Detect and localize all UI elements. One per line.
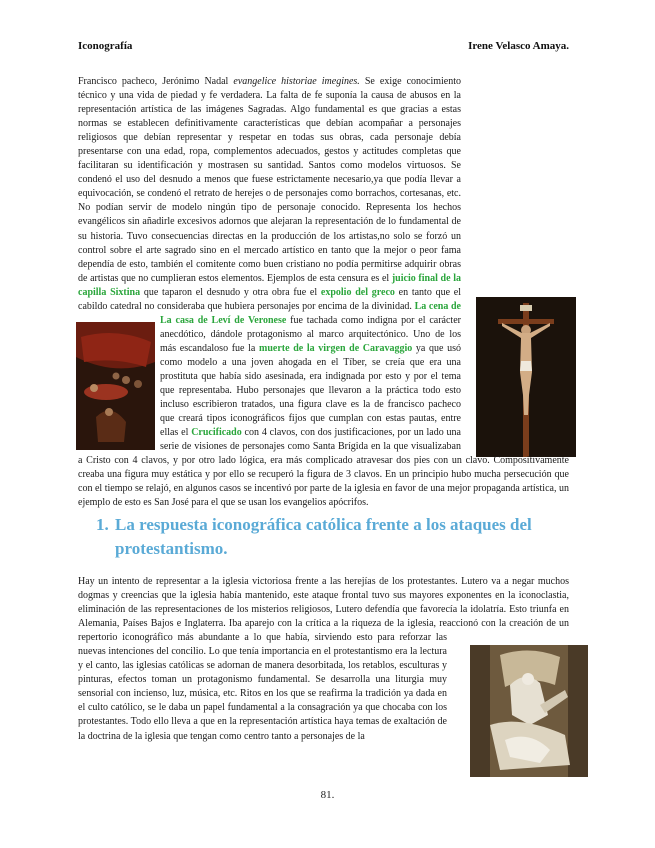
link-expolio: expolio del greco	[320, 286, 395, 298]
link-crucificado: Crucificado	[191, 427, 242, 439]
section-2-paragraph: Hay un intento de representar a la iglesia victoriosa frente a las herejías de los protestantes. Lutero va a negar muchos dogmas y creencias que la iglesia había mantenido, este ataque frontal tuvo sus mayores exponentes en la iconoclastia, eliminación de las representaciones de los misterios religiosos, Lutero defendía que favorecía la idolatría. Esto triunfa en Alemania, Países Bajos e Inglaterra. Iba aparejo con la crítica a la riqueza de la iglesia, reaccionó con la creación de un repertorio iconográfico más abundante a lo que había, sirviendo esto para reforzar las nuevas intenciones del concilio. Lo que tenía importancia en el protestantismo era la lectura y el canto, las iglesias católicas se adornan de manera desorbitada, los retablos, esculturas y pinturas, efectos toman un protagonismo fundamental. Se desarrolla una liturgia muy sensorial con incienso, luz, música, etc. Ritos en los que se reafirma la tradición ya dada en el culto católico, se le daba un papel fundamental a la consagración ya que chocaba con los protestantes. Todo ello lleva a que en la representación artística haya temas de exaltación de la doctrina de la iglesia que tengan como centro tanto a personajes de la	[78, 576, 569, 742]
section-heading: 1. La respuesta iconográfica católica frente a los ataques del protestantismo.	[96, 515, 532, 558]
header-right: Irene Velasco Amaya.	[468, 40, 569, 52]
section-1-paragraph: Francisco pacheco, Jerónimo Nadal evangelice historiae imegines. Se exige conocimiento técnico y una vida de piedad y fe verdadera. La falta de fe suponía la causa de abusos en la representación artística de las imágenes Sagradas. Algo fundamental es que gracias a estas normas se establecen definitivamente características que debían acompañar a personajes religiosos que debían representar y respetar en todas sus obras, cada personaje debía presentarse con una edad, ropa, complementos adecuados, gestos y actitudes completas que facilitaran su identificación y mostrasen su santidad. Santos como modelos virtuosos. Se condenó el uso del desnudo a menos que fuese estrictamente necesario,ya que podía llevar a equivocación, se condenó el retrato de herejes o de personajes como borrachos, cortesanas, etc. No podían servir de modelo ningún tipo de personaje conocido. Representa los hechos evangélicos sin añadirle excesivos adornos que alejaran la representación de lo fundamental de su historia. Tuvo consecuencias directas en la producción de los artistas,no solo se forzó un control sobre el arte sagrado sino en el mercado artístico en tanto que la mejor o peor fama dependía de esto, también el comitente como buen cristiano no podía permitirse adquirir obras de artistas que no cumplieran estos elementos. Ejemplos de esta censura es el juicio final de la capilla Sixtina que taparon el desnudo y otra obra fue el expolio del greco en tanto que el cabildo catedral no consideraba que hubiera personajes por encima de la divinidad. La cena de La casa de Leví de Veronese fue tachada como indigna por el carácter anecdótico, dándole protagonismo al marco arquitectónico. Uno de los más escandaloso fue la muerte de la virgen de Caravaggio ya que usó como modelo a una joven ahogada en el Tíber, se creía que era una prostituta que había sido asesinada, era indignada por esto y por el tema que representaba. Hubo personajes que llevaron a la práctica todo esto incluso escribieron tratados, una figura clave es la de francisco pacheco que creará tipos iconográficos fijos que cumplan con estas pautas, entre ellas el Crucificado con 4 clavos, con dos justificaciones, por un lado una serie de visiones de personajes como Santa Brígida en la que visualizaban a Cristo con 4 clavos, y por otro lado lógica, era más complicado atravesar dos pies con un clavo. Compositivamente creaba una figura muy estática y por ello se recuperó la figura de 3 clavos. En un principio hubo mucha persecución que con el tiempo se relajó, en algunos casos se incentivó por parte de la iglesia en favor de una mejor propaganda artística, un ejemplo de esto es San José para el que se usan los evangelios apócrifos.	[78, 76, 569, 509]
link-cena-casa-levi: La cena de La casa de Leví de Veronese	[160, 300, 461, 326]
page-number: 81.	[320, 789, 335, 801]
header-left: Iconografía	[78, 40, 133, 52]
link-juicio-final: juicio final de la capilla Sixtina	[78, 272, 461, 298]
link-muerte-virgen: muerte de la virgen de Caravaggio	[259, 342, 413, 354]
